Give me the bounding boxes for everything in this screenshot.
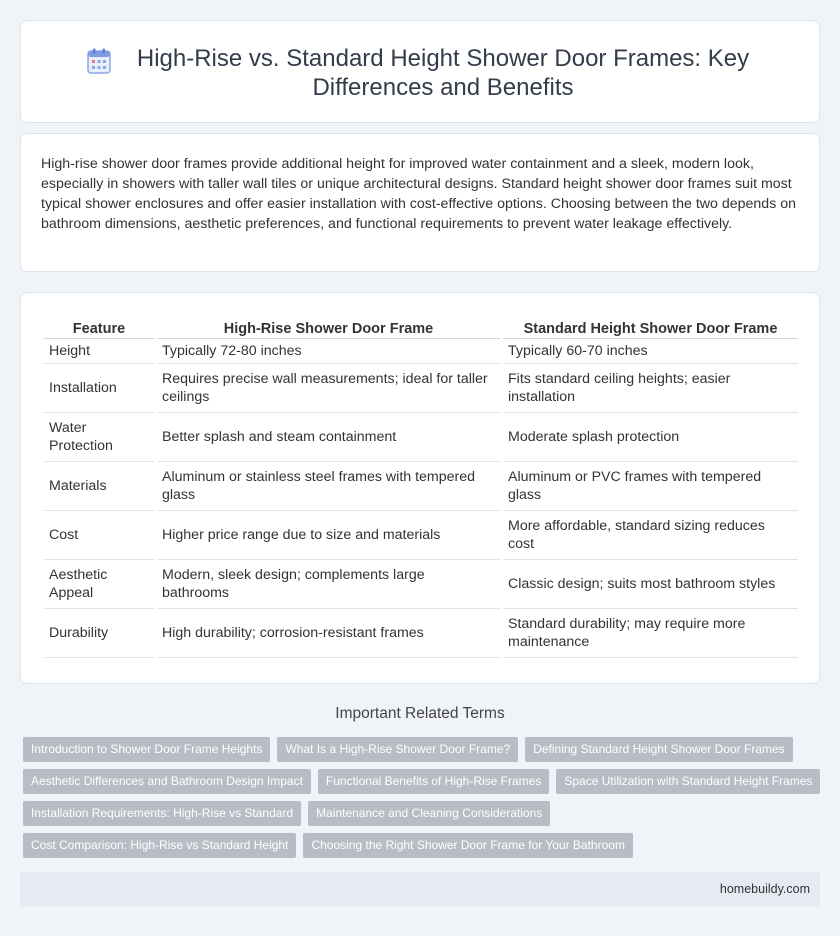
table-row [44, 560, 798, 609]
header-high-rise: High-Rise Shower Door Frame [157, 315, 500, 339]
related-term-tag[interactable]: Choosing the Right Shower Door Frame for Your Bathroom [303, 833, 633, 858]
high-rise-cell: Higher price range due to size and materials [157, 511, 500, 560]
related-terms-list [23, 737, 823, 858]
related-term-tag[interactable]: Space Utilization with Standard Height Frames [556, 769, 820, 794]
comparison-card [20, 292, 820, 684]
high-rise-cell: Typically 72-80 inches [157, 339, 500, 364]
standard-cell: Typically 60-70 inches [503, 339, 798, 364]
high-rise-cell: Aluminum or stainless steel frames with tempered glass [157, 462, 500, 511]
standard-cell: Aluminum or PVC frames with tempered glass [503, 462, 798, 511]
table-row [44, 339, 798, 364]
feature-cell: Cost [44, 511, 154, 560]
table-row [44, 364, 798, 413]
comparison-table [41, 315, 801, 658]
high-rise-cell: High durability; corrosion-resistant frames [157, 609, 500, 658]
related-term-tag[interactable]: Introduction to Shower Door Frame Heights [23, 737, 270, 762]
footer-site-link[interactable]: homebuildy.com [719, 882, 810, 896]
footer [20, 872, 820, 906]
feature-cell: Installation [44, 364, 154, 413]
page-title: High-Rise vs. Standard Height Shower Door Frames: Key Differences and Benefits [136, 45, 750, 101]
intro-card [20, 133, 820, 272]
header-standard: Standard Height Shower Door Frame [503, 315, 798, 339]
related-term-tag[interactable]: Aesthetic Differences and Bathroom Design Impact [23, 769, 311, 794]
related-term-tag[interactable]: Maintenance and Cleaning Considerations [308, 801, 550, 826]
table-row [44, 609, 798, 658]
feature-cell: Materials [44, 462, 154, 511]
standard-cell: More affordable, standard sizing reduces cost [503, 511, 798, 560]
high-rise-cell: Requires precise wall measurements; ideal for taller ceilings [157, 364, 500, 413]
high-rise-cell: Modern, sleek design; complements large bathrooms [157, 560, 500, 609]
table-header-row [44, 315, 798, 339]
table-row [44, 413, 798, 462]
intro-paragraph: High-rise shower door frames provide additional height for improved water containment and a sleek, modern look, especially in showers with taller wall tiles or unique architectural designs. Standard height shower door frames suit most typical shower enclosures and offer easier installation with cost-effective options. Choosing between the two depends on bathroom dimensions, aesthetic preferences, and functional requirements to prevent water leakage effectively. [41, 156, 797, 232]
standard-cell: Standard durability; may require more maintenance [503, 609, 798, 658]
standard-cell: Moderate splash protection [503, 413, 798, 462]
related-term-tag[interactable]: What Is a High-Rise Shower Door Frame? [277, 737, 518, 762]
feature-cell: Height [44, 339, 154, 364]
related-term-tag[interactable]: Cost Comparison: High-Rise vs Standard Height [23, 833, 296, 858]
table-row [44, 511, 798, 560]
standard-cell: Classic design; suits most bathroom styles [503, 560, 798, 609]
related-terms-title: Important Related Terms [335, 705, 505, 722]
title-row [21, 21, 819, 102]
standard-cell: Fits standard ceiling heights; easier installation [503, 364, 798, 413]
title-card [20, 20, 820, 123]
high-rise-cell: Better splash and steam containment [157, 413, 500, 462]
related-term-tag[interactable]: Installation Requirements: High-Rise vs Standard [23, 801, 301, 826]
related-term-tag[interactable]: Functional Benefits of High-Rise Frames [318, 769, 549, 794]
table-row [44, 462, 798, 511]
feature-cell: Water Protection [44, 413, 154, 462]
related-term-tag[interactable]: Defining Standard Height Shower Door Frames [525, 737, 792, 762]
calendar-icon [87, 48, 111, 74]
header-feature: Feature [44, 315, 154, 339]
feature-cell: Aesthetic Appeal [44, 560, 154, 609]
feature-cell: Durability [44, 609, 154, 658]
